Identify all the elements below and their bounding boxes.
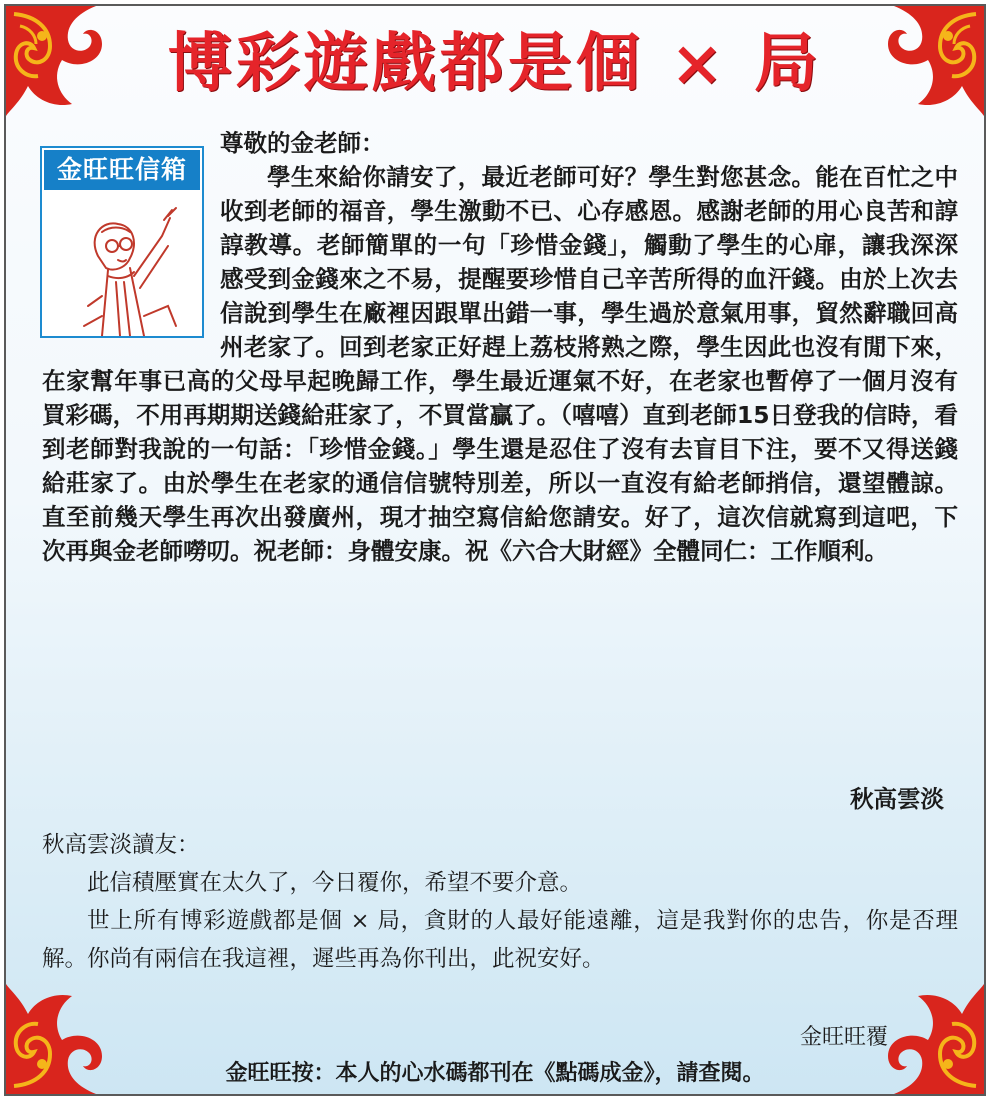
letter-salutation: 尊敬的金老師： — [220, 129, 385, 157]
letter-body: 學生來給你請安了，最近老師可好？學生對您甚念。能在百忙之中收到老師的福音，學生激動不已、心存感恩。感謝老師的用心良苦和諄諄教導。老師簡單的一句「珍惜金錢」，觸動了學生的心扉，讓我深深感受到金錢來之不易，提醒要珍惜自己辛苦所得的血汗錢。由於上次去信說到學生在廠裡因跟單出錯一事，學生過於意氣用事，貿然辭職回高州老家了。回到老家正好趕上荔枝將熟之際，學生因此也沒有閒下來，在家幫年事已高的父母早起晚歸工作，學生最近運氣不好，在老家也暫停了一個月沒有買彩碼，不用再期期送錢給莊家了，不買當贏了。（嘻嘻）直到老師15日登我的信時，看到老師對我說的一句話：「珍惜金錢。」學生還是忍住了沒有去盲目下注，要不又得送錢給莊家了。由於學生在老家的通信信號特別差，所以一直沒有給老師捎信，還望體諒。直至前幾天學生再次出發廣州，現才抽空寫信給您請安。好了，這次信就寫到這吧，下次再與金老師嘮叨。祝老師：身體安康。祝《六合大財經》全體同仁：工作順利。 — [42, 163, 958, 565]
reply-signature: 金旺旺覆 — [799, 1025, 888, 1050]
reply-text — [42, 826, 958, 978]
clipping-page — [4, 4, 986, 1096]
letter-text — [42, 126, 958, 568]
badge-spacer — [42, 126, 220, 352]
letter-signature: 秋高雲淡 — [850, 785, 944, 813]
editor-note: 金旺旺按：本人的心水碼都刊在《點碼成金》，請查閱。 — [225, 1061, 765, 1086]
headline: 博彩遊戲都是個 × 局 — [167, 26, 823, 101]
reply-paragraph: 此信積壓實在太久了，今日覆你，希望不要介意。 — [87, 870, 583, 896]
reply-paragraph: 世上所有博彩遊戲都是個 × 局，貪財的人最好能遠離，這是我對你的忠告，你是否理解。你尚有兩信在我這裡，遲些再為你刊出，此祝安好。 — [42, 908, 958, 972]
column-badge-label: 金旺旺信箱 — [44, 150, 200, 190]
reply-salutation: 秋高雲淡讀友： — [42, 832, 200, 858]
